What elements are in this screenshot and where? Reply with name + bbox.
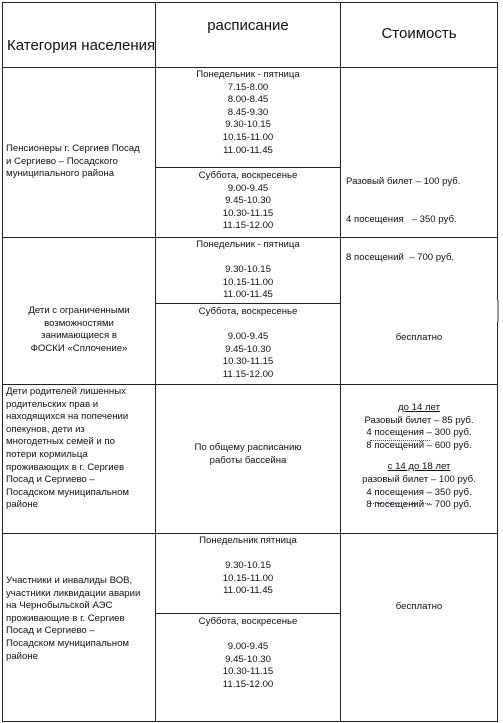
category-line: ФОСКИ «Сплочение» [30, 342, 128, 354]
price-line: 8 посещений – 700 руб. [366, 499, 472, 511]
table-border-top [2, 2, 498, 3]
time-slot: 11.00-11.45 [223, 585, 273, 597]
time-slot: 9.30-10.15 [225, 119, 271, 131]
schedule-title: Суббота, воскресенье [198, 170, 298, 181]
time-slot: 9.00-9.45 [227, 331, 269, 343]
category-line: районе [6, 650, 38, 662]
schedule-subdivider [155, 167, 340, 168]
price-line: 8 посещений – 600 руб. [366, 439, 472, 451]
schedule-subdivider [155, 303, 340, 304]
price-cell [341, 402, 497, 512]
schedule-weekend [155, 170, 341, 233]
category-line: районе [6, 499, 38, 511]
time-slot: 11.15-12.00 [222, 368, 274, 380]
row-divider [2, 533, 498, 534]
category-cell [6, 143, 154, 181]
time-slot: 10.15-11.00 [222, 276, 274, 288]
category-line: занимающиеся в [41, 330, 117, 342]
time-slot: 11.00-11.45 [223, 289, 273, 301]
price-line: Разовый билет – 85 руб. [364, 414, 474, 426]
price-cell [341, 332, 497, 345]
time-slot: 8.45-9.30 [227, 106, 269, 118]
category-line: возможностями [44, 317, 114, 329]
price-line: бесплатно [395, 332, 443, 343]
table-border-left [2, 2, 3, 722]
schedule-title: Суббота, воскресенье [198, 616, 298, 627]
price-cell [346, 151, 496, 290]
schedule-weekday [155, 239, 341, 302]
price-line: 8 посещений – 700 руб. [346, 251, 455, 263]
time-slot: 10.30-11.15 [222, 666, 274, 678]
category-cell [6, 386, 154, 512]
row-divider [2, 384, 498, 385]
schedule-title: Понедельник пятница [199, 535, 297, 546]
category-line: Пенсионеры г. Сергиев Посад [6, 143, 140, 154]
time-slot: 11.15-12.00 [222, 678, 274, 690]
schedule-general [155, 442, 341, 467]
price-line: разовый билет – 100 руб. [362, 473, 476, 485]
price-line: 4 посещения – 350 руб. [366, 486, 472, 498]
table-border-bottom [2, 721, 498, 722]
price-line: 4 посещения – 300 руб. [366, 427, 472, 439]
category-line: Посадском муниципальном [6, 486, 130, 498]
category-line: муниципального района [6, 168, 115, 180]
schedule-weekend [155, 306, 341, 382]
price-line: 4 посещения – 350 руб. [346, 213, 457, 225]
category-line: на Чернобыльской АЭС [6, 600, 113, 612]
schedule-line: работы бассейна [209, 454, 287, 466]
spellcheck-underline [370, 500, 430, 504]
table-border-right [497, 2, 498, 722]
time-slot: 10.15-11.00 [222, 572, 274, 584]
time-slot: 11.00-11.45 [223, 144, 273, 156]
schedule-line: По общему расписанию [194, 442, 302, 453]
category-line: и Сергиево – Посадского [6, 155, 118, 167]
time-slot: 9.45-10.30 [225, 195, 271, 207]
time-slot: 9.45-10.30 [225, 653, 271, 665]
time-slot: 9.45-10.30 [225, 343, 271, 355]
header-divider [2, 67, 498, 68]
time-slot: 10.30-11.15 [222, 207, 274, 219]
time-slot: 7.15-8.00 [227, 81, 269, 93]
time-slot: 10.30-11.15 [222, 356, 274, 368]
schedule-subdivider [155, 613, 340, 614]
schedule-title: Понедельник - пятница [196, 69, 300, 80]
category-line: Посад и Сергиево – [6, 625, 95, 637]
schedule-weekday [155, 535, 341, 598]
category-line: родительских прав и [6, 398, 99, 410]
schedule-weekday [155, 69, 341, 157]
header-schedule: расписание [207, 17, 289, 34]
time-slot: 11.15-12.00 [222, 220, 274, 232]
category-line: находящихся на попечении [6, 411, 129, 423]
category-line: Участники и инвалиды ВОВ, [6, 575, 133, 586]
category-line: Дети с ограниченными [28, 305, 130, 316]
time-slot: 9.30-10.15 [225, 264, 271, 276]
price-cell [341, 601, 497, 614]
schedule-title: Понедельник - пятница [196, 239, 300, 250]
category-cell [3, 305, 155, 355]
age-group-title: с 14 до 18 лет [387, 461, 451, 473]
schedule-title: Суббота, воскресенье [198, 306, 298, 317]
category-line: опекунов, дети из [6, 423, 85, 435]
time-slot: 9.00-9.45 [227, 182, 269, 194]
category-line: проживающих в г. Сергиев [6, 461, 125, 473]
category-line: Посад и Сергиево – [6, 474, 95, 486]
category-line: многодетных семей и по [6, 436, 115, 448]
header-price: Стоимость [381, 25, 457, 42]
time-slot: 9.30-10.15 [225, 560, 271, 572]
price-line: бесплатно [395, 601, 443, 612]
spellcheck-underline [370, 437, 430, 441]
schedule-weekend [155, 616, 341, 692]
time-slot: 9.00-9.45 [227, 641, 269, 653]
category-line: Посадском муниципальном [6, 637, 130, 649]
category-cell [6, 575, 154, 663]
age-group-title: до 14 лет [398, 402, 440, 413]
category-line: участники ликвидации аварии [6, 587, 141, 599]
header-category: Категория населения [7, 37, 156, 54]
category-line: Дети родителей лишенных [6, 386, 126, 397]
time-slot: 10.15-11.00 [222, 131, 274, 143]
category-line: потери кормильца [6, 448, 88, 460]
price-line: Разовый билет – 100 руб. [346, 176, 461, 188]
time-slot: 8.00-8.45 [227, 94, 269, 106]
scrollbar-thumb[interactable] [497, 300, 499, 322]
category-line: проживающие в г. Сергиев [6, 612, 125, 624]
